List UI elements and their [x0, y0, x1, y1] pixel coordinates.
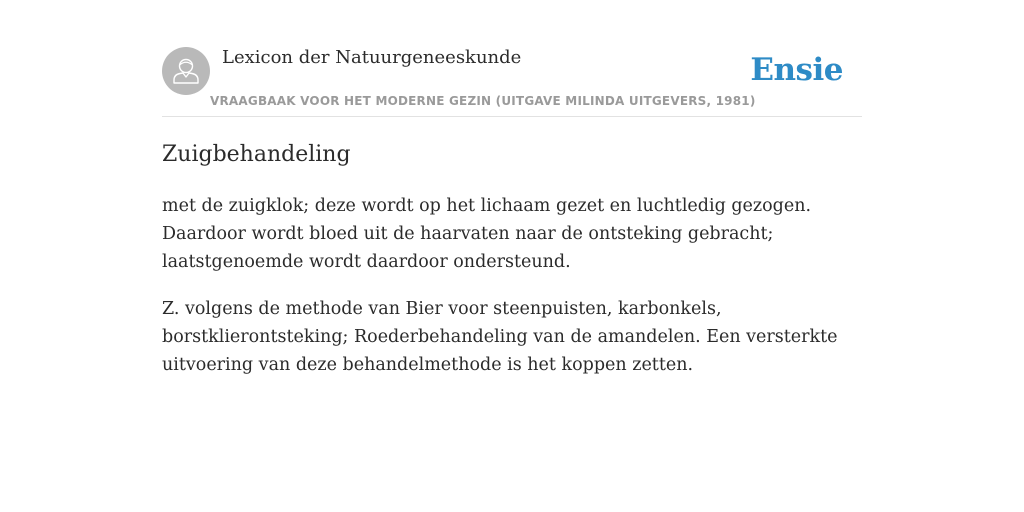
paragraph-line: uitvoering van deze behandelmethode is het koppen zetten.: [162, 355, 694, 375]
source-title[interactable]: Lexicon der Natuurgeneeskunde: [222, 47, 522, 68]
paragraph-line: met de zuigklok; deze wordt op het lichaam gezet en luchtledig gezogen.: [162, 196, 812, 216]
source-subtitle: VRAAGBAAK VOOR HET MODERNE GEZIN (UITGAVE MILINDA UITGEVERS, 1981): [210, 94, 756, 108]
entry-paragraph: [162, 192, 862, 276]
entry-paragraph: [162, 295, 862, 379]
user-icon: [162, 47, 210, 95]
source-card: [162, 46, 862, 117]
paragraph-line: Z. volgens de methode van Bier voor steenpuisten, karbonkels,: [162, 299, 722, 319]
ensie-logo[interactable]: Ensie: [750, 52, 843, 88]
paragraph-line: borstklierontsteking; Roederbehandeling van de amandelen. Een versterkte: [162, 327, 838, 347]
entry-title: Zuigbehandeling: [162, 142, 351, 167]
paragraph-line: Daardoor wordt bloed uit de haarvaten naar de ontsteking gebracht;: [162, 224, 774, 244]
avatar: [162, 47, 210, 95]
source-header: [162, 46, 862, 117]
paragraph-line: laatstgenoemde wordt daardoor ondersteund.: [162, 252, 571, 272]
